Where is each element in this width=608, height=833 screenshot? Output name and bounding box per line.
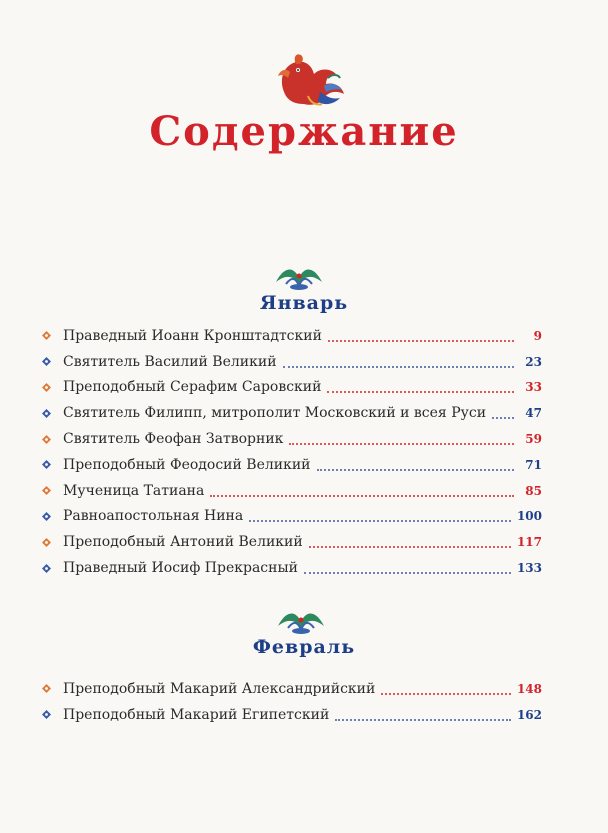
leaf-ornament-icon [274, 606, 328, 636]
toc-page-number: 71 [525, 457, 542, 472]
firebird-icon [268, 52, 348, 110]
toc-page-number: 148 [516, 681, 542, 696]
dot-leader [492, 417, 514, 419]
diamond-bullet-icon [42, 512, 51, 521]
toc-page-number: 9 [533, 328, 542, 343]
dot-leader [289, 443, 514, 445]
diamond-bullet-icon [42, 331, 51, 340]
toc-page-number: 47 [525, 406, 542, 421]
toc-entry[interactable] [42, 323, 542, 349]
month-heading-february: Февраль [252, 636, 356, 658]
toc-page-number: 117 [516, 535, 542, 550]
toc-entry-title: Праведный Иоанн Кронштадтский [63, 327, 322, 344]
toc-entry-title: Святитель Василий Великий [63, 353, 277, 370]
dot-leader [317, 469, 515, 471]
month-heading-january: Январь [259, 292, 349, 314]
toc-entry[interactable] [42, 504, 542, 530]
diamond-bullet-icon [42, 409, 51, 418]
dot-leader [283, 366, 514, 368]
diamond-bullet-icon [42, 564, 51, 573]
toc-entry[interactable] [42, 676, 542, 702]
diamond-bullet-icon [42, 460, 51, 469]
toc-entry-title: Преподобный Макарий Египетский [63, 706, 330, 723]
toc-list-january [42, 323, 542, 581]
toc-list-february [42, 676, 542, 728]
diamond-bullet-icon [42, 710, 51, 719]
toc-entry-title: Праведный Иосиф Прекрасный [63, 560, 298, 577]
toc-page-number: 133 [516, 561, 542, 576]
toc-entry-title: Святитель Филипп, митрополит Московский и всея Руси [63, 405, 487, 422]
toc-entry-title: Преподобный Феодосий Великий [63, 456, 311, 473]
toc-entry[interactable] [42, 375, 542, 401]
toc-page-number: 100 [516, 509, 542, 524]
toc-entry-title: Мученица Татиана [63, 482, 205, 499]
toc-entry-title: Преподобный Макарий Александрийский [63, 680, 376, 697]
toc-entry-title: Равноапостольная Нина [63, 508, 244, 525]
dot-leader [328, 340, 514, 342]
toc-entry[interactable] [42, 452, 542, 478]
diamond-bullet-icon [42, 486, 51, 495]
toc-entry[interactable] [42, 478, 542, 504]
dot-leader [249, 520, 511, 522]
toc-entry[interactable] [42, 529, 542, 555]
dot-leader [381, 693, 511, 695]
dot-leader [210, 495, 514, 497]
toc-entry-title: Преподобный Серафим Саровский [63, 379, 322, 396]
toc-entry-title: Преподобный Антоний Великий [63, 534, 303, 551]
toc-entry-title: Святитель Феофан Затворник [63, 431, 284, 448]
diamond-bullet-icon [42, 357, 51, 366]
toc-page-number: 33 [525, 380, 542, 395]
leaf-ornament-icon [272, 262, 326, 292]
dot-leader [335, 719, 511, 721]
dot-leader [327, 391, 514, 393]
toc-entry[interactable] [42, 426, 542, 452]
diamond-bullet-icon [42, 435, 51, 444]
toc-page-number: 162 [516, 707, 542, 722]
diamond-bullet-icon [42, 538, 51, 547]
dot-leader [304, 572, 511, 574]
diamond-bullet-icon [42, 684, 51, 693]
dot-leader [309, 546, 511, 548]
toc-page-number: 59 [525, 432, 542, 447]
diamond-bullet-icon [42, 383, 51, 392]
page-title: Содержание [149, 108, 459, 155]
toc-entry[interactable] [42, 349, 542, 375]
toc-entry[interactable] [42, 555, 542, 581]
toc-entry[interactable] [42, 400, 542, 426]
toc-entry[interactable] [42, 702, 542, 728]
toc-page-number: 23 [525, 354, 542, 369]
toc-page-number: 85 [525, 483, 542, 498]
